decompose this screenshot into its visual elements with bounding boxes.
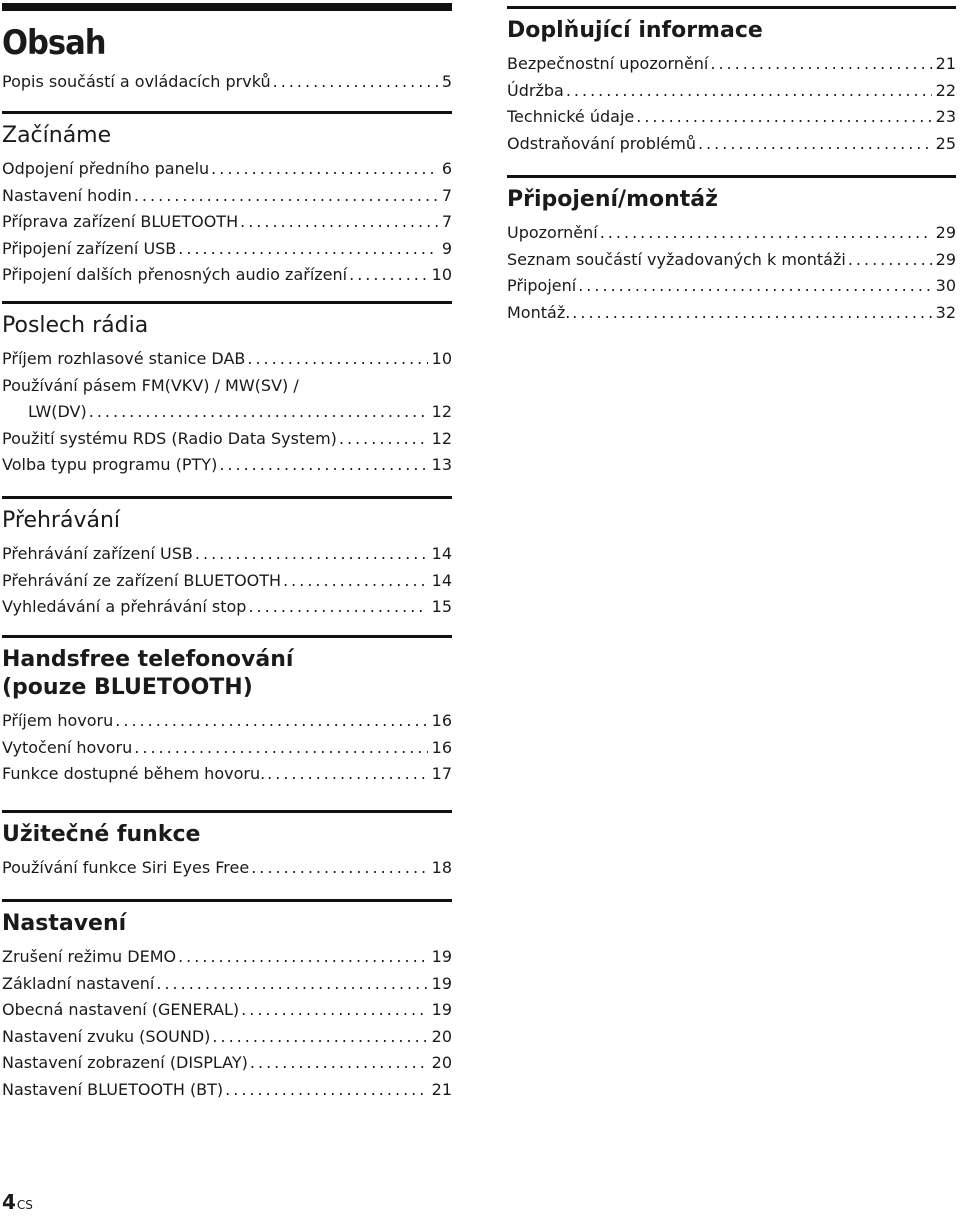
toc-entry-title: Přehrávání zařízení USB [2,544,193,563]
toc-entry-page: 12 [431,428,452,448]
toc-section [2,635,452,788]
toc-entry-page: 22 [935,80,956,100]
toc-entry[interactable] [2,426,452,453]
dot-leader [132,183,438,210]
dot-leader [347,262,428,289]
toc-entry-title: Připojení zařízení USB [2,238,177,258]
toc-entry-title: Použití systému RDS (Radio Data System) [2,428,337,448]
toc-entry-title: Základní nastavení [2,973,155,993]
toc-entry-title: Připojení dalších přenosných audio zařízení [2,265,348,284]
page-number [2,1190,33,1214]
dot-leader [217,452,427,479]
section-heading [2,821,452,849]
toc-entry[interactable] [2,183,452,210]
page-number-value: 4 [2,1190,16,1214]
toc-entry[interactable] [2,568,452,595]
section-rule [2,111,452,114]
section-heading [2,122,452,150]
toc-entry[interactable] [507,273,956,300]
dot-leader [576,273,931,300]
toc-entry[interactable] [2,855,452,882]
section-rule [507,175,956,178]
toc-entry-title: Používání funkce Siri Eyes Free [2,858,250,877]
toc-entry[interactable] [2,594,452,621]
toc-entry-page: 32 [935,302,956,322]
toc-entry-title: Volba typu programu (PTY) [2,455,218,474]
section-heading-text: Doplňující informace [507,18,763,43]
toc-entry-page: 14 [431,544,452,563]
toc-entry[interactable] [2,1050,452,1077]
section-rule [2,496,452,499]
toc-entry-title: Popis součástí a ovládacích prvků [2,72,271,91]
section-heading [507,186,956,214]
toc-entry-page: 12 [431,402,452,421]
dot-leader [245,346,427,373]
toc-entry-page: 14 [431,570,452,590]
section-heading [2,507,452,535]
dot-leader [87,399,428,426]
dot-leader [193,541,428,568]
page-title: Obsah [2,23,106,63]
language-code: CS [16,1198,33,1212]
toc-entry-page: 20 [431,1026,452,1046]
toc-entry-title: Příjem hovoru [2,711,114,730]
toc-entry[interactable] [2,735,452,762]
dot-leader [248,1050,428,1077]
toc-entry-page: 6 [441,159,452,178]
toc-entry[interactable] [507,220,956,247]
section-heading-text: Handsfree telefonování [2,647,294,672]
toc-entry-page: 29 [935,223,956,242]
dot-leader [113,708,427,735]
toc-section [2,899,452,1103]
toc-entry-title: Nastavení zobrazení (DISPLAY) [2,1053,248,1072]
toc-entry-continuation[interactable] [2,399,452,426]
toc-entry-title: Funkce dostupné během hovoru. [2,764,266,783]
toc-entry-page: 21 [935,54,956,73]
dot-leader [223,1077,427,1104]
section-heading [2,910,452,938]
section-heading-text-line2: (pouze BLUETOOTH) [2,675,253,700]
toc-entry[interactable] [2,761,452,788]
dot-leader [696,131,932,158]
toc-entry-title: Nastavení zvuku (SOUND) [2,1026,211,1046]
toc-entry-title: Přehrávání ze zařízení BLUETOOTH [2,570,282,590]
dot-leader [249,855,427,882]
toc-entry-title: Odstraňování problémů [507,133,696,153]
section-heading-text: Přehrávání [2,508,121,533]
section-rule [2,301,452,304]
toc-entry[interactable] [2,708,452,735]
section-heading-text: Poslech rádia [2,313,149,338]
title-rule [2,3,452,11]
toc-entry-page: 20 [431,1053,452,1072]
toc-section [507,6,956,157]
toc-entry[interactable] [2,1077,452,1104]
section-heading [2,646,452,702]
toc-entry-page: 9 [441,238,452,258]
toc-entry-title: Technické údaje [507,107,635,126]
dot-leader [238,209,438,236]
dot-leader [265,761,427,788]
toc-entry-page: 19 [431,1000,452,1019]
toc-entry-title: Upozornění [507,223,598,242]
dot-leader [281,568,428,595]
dot-leader [846,247,932,274]
dot-leader [239,997,427,1024]
section-rule [2,810,452,813]
section-rule [2,635,452,638]
toc-section [507,175,956,326]
toc-entry-page: 30 [935,276,956,295]
toc-entry[interactable] [2,346,452,373]
toc-entry[interactable] [2,69,452,96]
toc-entry-title: Příjem rozhlasové stanice DAB [2,349,246,368]
toc-section [2,810,452,882]
toc-entry-page: 15 [431,597,452,616]
section-heading-text: Nastavení [2,911,127,936]
toc-section [2,301,452,479]
section-heading [507,17,956,45]
toc-entry-page: 10 [431,265,452,284]
toc-entry[interactable] [507,131,956,158]
section-heading-text: Připojení/montáž [507,187,718,212]
toc-entry[interactable] [507,78,956,105]
toc-section [2,496,452,621]
dot-leader [564,78,932,105]
toc-entry-title: Nastavení BLUETOOTH (BT) [2,1079,224,1099]
toc-entry-page: 18 [431,858,452,877]
toc-entry-title: Montáž. [507,302,571,322]
left-column [2,0,452,1099]
toc-entry-page: 23 [935,107,956,126]
dot-leader [209,156,438,183]
toc-entry-page: 19 [431,973,452,993]
toc-entry[interactable] [2,236,452,263]
toc-entry[interactable] [2,373,452,400]
toc-entry-page: 7 [441,185,452,205]
dot-leader [598,220,932,247]
toc-entry[interactable] [2,156,452,183]
toc-entry[interactable] [2,209,452,236]
toc-entry-page: 25 [935,133,956,153]
toc-entry[interactable] [2,452,452,479]
section-rule [2,899,452,902]
toc-section [2,111,452,289]
toc-entry-title: Zrušení režimu DEMO [2,947,177,966]
toc-entry-page: 21 [431,1079,452,1099]
dot-leader [708,51,931,78]
toc-entry[interactable] [2,262,452,289]
section-heading [2,312,452,340]
dot-leader [634,104,931,131]
toc-entry[interactable] [507,51,956,78]
toc-entry[interactable] [2,971,452,998]
toc-entry[interactable] [2,541,452,568]
toc-entry-page: 17 [431,764,452,783]
toc-entry[interactable] [2,997,452,1024]
toc-entry-title: Bezpečnostní upozornění [507,54,709,73]
section-heading-text: Užitečné funkce [2,822,201,847]
toc-entry-page: 16 [431,711,452,730]
toc-entry-title: Obecná nastavení (GENERAL) [2,1000,240,1019]
toc-section [2,69,452,96]
toc-entry-page: 10 [431,349,452,368]
toc-entry-title: Používání pásem FM(VKV) / MW(SV) / [2,375,299,395]
toc-entry[interactable] [507,104,956,131]
toc-entry-page: 5 [441,72,452,91]
dot-leader [271,69,438,96]
toc-entry-title: Příprava zařízení BLUETOOTH [2,212,239,231]
toc-entry-page: 16 [431,737,452,757]
toc-entry-page: 19 [431,947,452,966]
toc-entry-page: 7 [441,212,452,231]
toc-entry-page: 29 [935,249,956,269]
toc-entry[interactable] [2,944,452,971]
toc-entry-title: Vyhledávání a přehrávání stop [2,597,247,616]
dot-leader [176,944,428,971]
dot-leader [246,594,427,621]
toc-entry-title: Připojení [507,276,577,295]
section-heading-text: Začínáme [2,123,112,148]
toc-entry[interactable] [507,247,956,274]
dot-leader [154,971,427,998]
toc-entry[interactable] [2,1024,452,1051]
toc-entry-page: 13 [431,455,452,474]
toc-entry-title: Odpojení předního panelu [2,159,210,178]
toc-entry-title: Vytočení hovoru [2,737,133,757]
dot-leader [570,300,931,327]
toc-entry-title: Údržba [507,80,564,100]
dot-leader [132,735,427,762]
toc-entry-title-line2: LW(DV) [28,402,87,421]
dot-leader [337,426,428,453]
dot-leader [210,1024,427,1051]
toc-entry-title: Nastavení hodin [2,185,132,205]
section-rule [507,6,956,9]
toc-entry[interactable] [507,300,956,327]
dot-leader [176,236,438,263]
toc-entry-title: Seznam součástí vyžadovaných k montáži [507,249,846,269]
